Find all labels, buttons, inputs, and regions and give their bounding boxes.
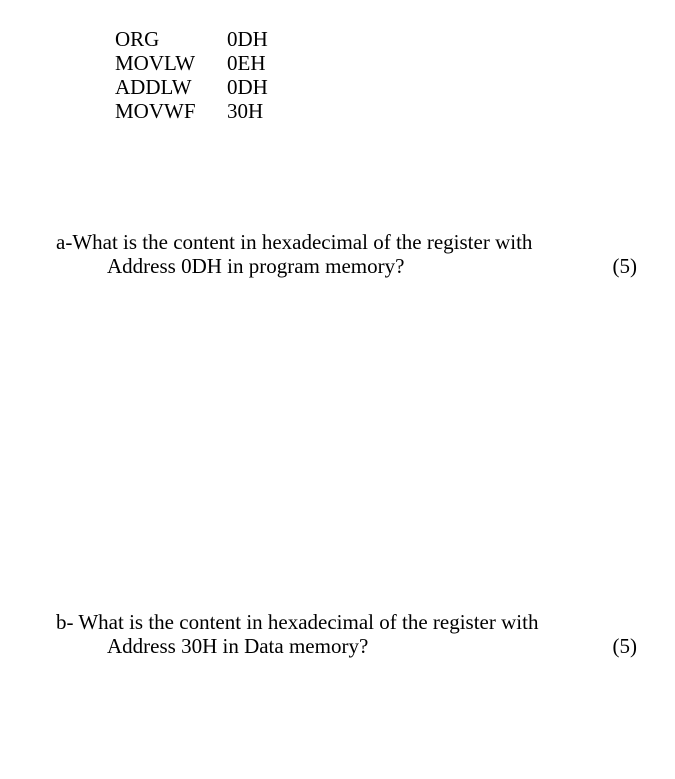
question-b-text: Address 30H in Data memory?: [107, 634, 369, 658]
code-mnemonic: MOVWF: [115, 99, 196, 123]
question-a-line2: [56, 254, 637, 278]
code-line: [115, 75, 268, 99]
question-a-marks: (5): [612, 254, 637, 278]
code-operand: 0EH: [227, 51, 266, 75]
question-a-text: Address 0DH in program memory?: [107, 254, 405, 278]
code-mnemonic: ORG: [115, 27, 160, 51]
code-mnemonic: ADDLW: [115, 75, 192, 99]
question-b-marks: (5): [612, 634, 637, 658]
code-operand: 0DH: [227, 27, 268, 51]
code-operand: 30H: [227, 99, 264, 123]
question-b-line1: b- What is the content in hexadecimal of the register with: [56, 610, 539, 634]
assembly-code-block: [115, 27, 268, 123]
code-line: [115, 99, 268, 123]
question-a-line1: a-What is the content in hexadecimal of the register with: [56, 230, 533, 254]
code-line: [115, 27, 268, 51]
code-operand: 0DH: [227, 75, 268, 99]
code-line: [115, 51, 268, 75]
question-a: [56, 230, 637, 278]
code-mnemonic: MOVLW: [115, 51, 196, 75]
question-b-line2: [56, 634, 637, 658]
question-b: [56, 610, 637, 658]
